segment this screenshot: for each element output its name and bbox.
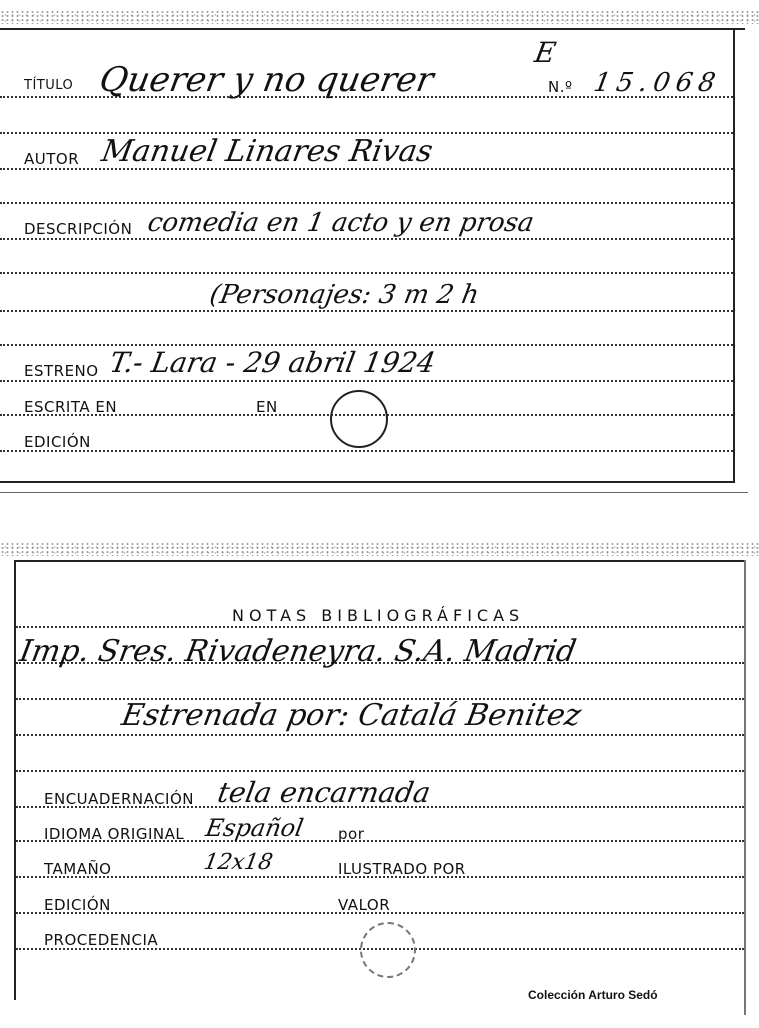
rule-line <box>0 450 733 452</box>
size-label: TAMAÑO <box>44 860 112 878</box>
author-label: AUTOR <box>24 150 80 168</box>
size-value: 12x18 <box>201 850 275 875</box>
number-value: 15.068 <box>591 68 724 98</box>
corner-mark: E <box>532 36 559 69</box>
top-index-card <box>0 0 759 500</box>
rule-line <box>16 626 744 628</box>
stamp-circle <box>360 922 416 978</box>
card-border-right <box>744 560 746 1015</box>
card-edge-line <box>0 492 748 493</box>
card-border-bottom <box>0 481 735 483</box>
title-value: Querer y no querer <box>96 60 437 100</box>
value-label: VALOR <box>338 896 391 914</box>
notes-line-1: Imp. Sres. Rivadeneyra. S.A. Madrid <box>16 634 579 669</box>
by-label: por <box>338 825 365 843</box>
premiere-label: ESTRENO <box>24 362 99 380</box>
description-value: comedia en 1 acto y en prosa <box>145 208 537 238</box>
binding-value: tela encarnada <box>215 776 433 809</box>
rule-line <box>0 272 733 274</box>
language-value: Español <box>203 814 306 842</box>
edition-label: EDICIÓN <box>44 896 111 914</box>
card-edge-speckle <box>0 10 759 24</box>
title-label: TÍTULO <box>24 78 74 93</box>
premiere-value: T.- Lara - 29 abril 1924 <box>107 346 438 379</box>
in-label: EN <box>256 398 278 416</box>
bottom-index-card <box>0 530 759 1028</box>
provenance-label: PROCEDENCIA <box>44 931 159 949</box>
author-value: Manuel Linares Rivas <box>98 134 436 169</box>
notes-heading: NOTAS BIBLIOGRÁFICAS <box>232 606 525 625</box>
card-border-top <box>0 28 745 30</box>
notes-line-2: Estrenada por: Catalá Benitez <box>118 698 584 733</box>
rule-line <box>0 310 733 312</box>
card-border-top <box>14 560 744 562</box>
characters-value: (Personajes: 3 m 2 h <box>207 280 482 310</box>
number-label: N.º <box>548 78 573 96</box>
rule-line <box>0 238 733 240</box>
rule-line <box>16 734 744 736</box>
written-in-label: ESCRITA EN <box>24 398 118 416</box>
binding-label: ENCUADERNACIÓN <box>44 790 195 808</box>
card-edge-speckle <box>0 542 759 556</box>
collection-credit: Colección Arturo Sedó <box>528 988 658 1002</box>
edition-label: EDICIÓN <box>24 433 91 451</box>
rule-line <box>0 202 733 204</box>
illustrated-label: ILUSTRADO POR <box>338 860 466 878</box>
description-label: DESCRIPCIÓN <box>24 220 133 238</box>
stamp-circle <box>330 390 388 448</box>
card-border-right <box>733 28 735 483</box>
language-label: IDIOMA ORIGINAL <box>44 825 185 843</box>
rule-line <box>0 380 733 382</box>
rule-line <box>16 770 744 772</box>
